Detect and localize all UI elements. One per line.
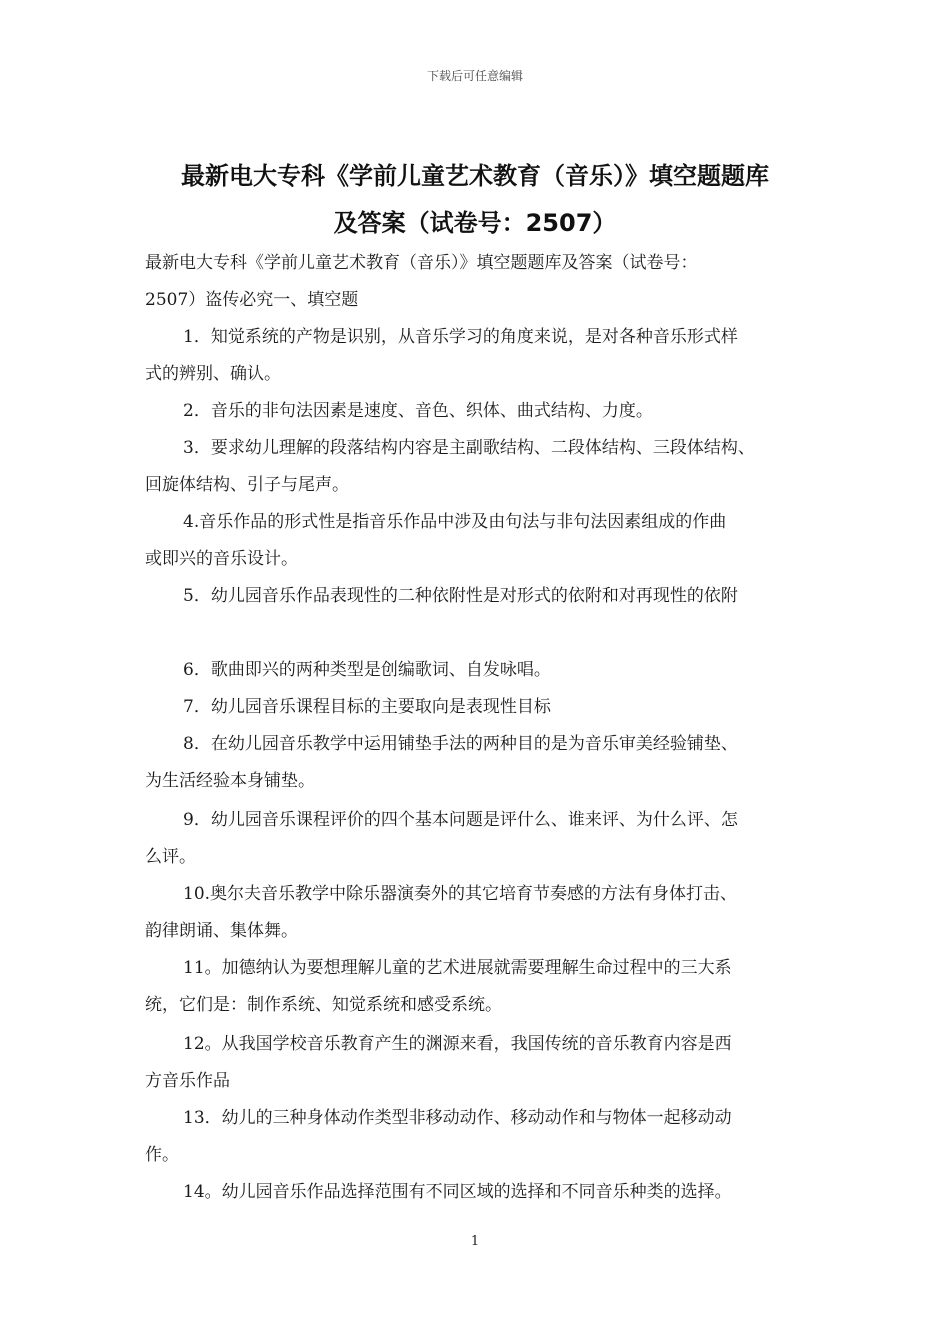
page-number: 1 bbox=[470, 1234, 480, 1249]
intro-line-2: 2507）盗传必究一、填空题 bbox=[145, 290, 359, 310]
item-12-line-1: 12。从我国学校音乐教育产生的渊源来看，我国传统的音乐教育内容是西 bbox=[183, 1034, 732, 1054]
item-7-line-1: 7．幼儿园音乐课程目标的主要取向是表现性目标 bbox=[183, 697, 551, 717]
item-5-line-1: 5．幼儿园音乐作品表现性的二种依附性是对形式的依附和对再现性的依附 bbox=[183, 586, 738, 606]
item-9-line-2: 么评。 bbox=[145, 847, 196, 867]
item-8-line-2: 为生活经验本身铺垫。 bbox=[145, 771, 315, 791]
item-13-line-2: 作。 bbox=[145, 1145, 179, 1165]
item-13-line-1: 13．幼儿的三种身体动作类型非移动动作、移动动作和与物体一起移动动 bbox=[183, 1108, 732, 1128]
item-1-line-2: 式的辨别、确认。 bbox=[145, 364, 281, 384]
intro-line-1: 最新电大专科《学前儿童艺术教育（音乐）》填空题题库及答案（试卷号： bbox=[145, 253, 698, 273]
document-title-line-2: 及答案（试卷号：2507） bbox=[333, 209, 617, 237]
item-3-line-1: 3．要求幼儿理解的段落结构内容是主副歌结构、二段体结构、三段体结构、 bbox=[183, 438, 755, 458]
item-8-line-1: 8．在幼儿园音乐教学中运用铺垫手法的两种目的是为音乐审美经验铺垫、 bbox=[183, 734, 738, 754]
item-6-line-1: 6．歌曲即兴的两种类型是创编歌词、自发咏唱。 bbox=[183, 660, 551, 680]
item-10-line-2: 韵律朗诵、集体舞。 bbox=[145, 921, 298, 941]
item-12-line-2: 方音乐作品 bbox=[145, 1071, 230, 1091]
page-header-note: 下载后可任意编辑 bbox=[426, 69, 523, 83]
item-4-line-2: 或即兴的音乐设计。 bbox=[145, 549, 298, 569]
item-11-line-2: 统，它们是：制作系统、知觉系统和感受系统。 bbox=[145, 995, 502, 1015]
item-14-line-1: 14。幼儿园音乐作品选择范围有不同区域的选择和不同音乐种类的选择。 bbox=[183, 1182, 732, 1202]
item-1-line-1: 1．知觉系统的产物是识别，从音乐学习的角度来说，是对各种音乐形式样 bbox=[183, 327, 738, 347]
item-3-line-2: 回旋体结构、引子与尾声。 bbox=[145, 475, 349, 495]
item-11-line-1: 11。加德纳认为要想理解儿童的艺术进展就需要理解生命过程中的三大系 bbox=[183, 958, 732, 978]
document-title-line-1: 最新电大专科《学前儿童艺术教育（音乐）》填空题题库 bbox=[181, 162, 769, 190]
item-2-line-1: 2．音乐的非句法因素是速度、音色、织体、曲式结构、力度。 bbox=[183, 401, 653, 421]
item-9-line-1: 9．幼儿园音乐课程评价的四个基本问题是评什么、谁来评、为什么评、怎 bbox=[183, 810, 738, 830]
item-4-line-1: 4.音乐作品的形式性是指音乐作品中涉及由句法与非句法因素组成的作曲 bbox=[183, 512, 727, 532]
item-10-line-1: 10.奥尔夫音乐教学中除乐器演奏外的其它培育节奏感的方法有身体打击、 bbox=[183, 884, 738, 904]
